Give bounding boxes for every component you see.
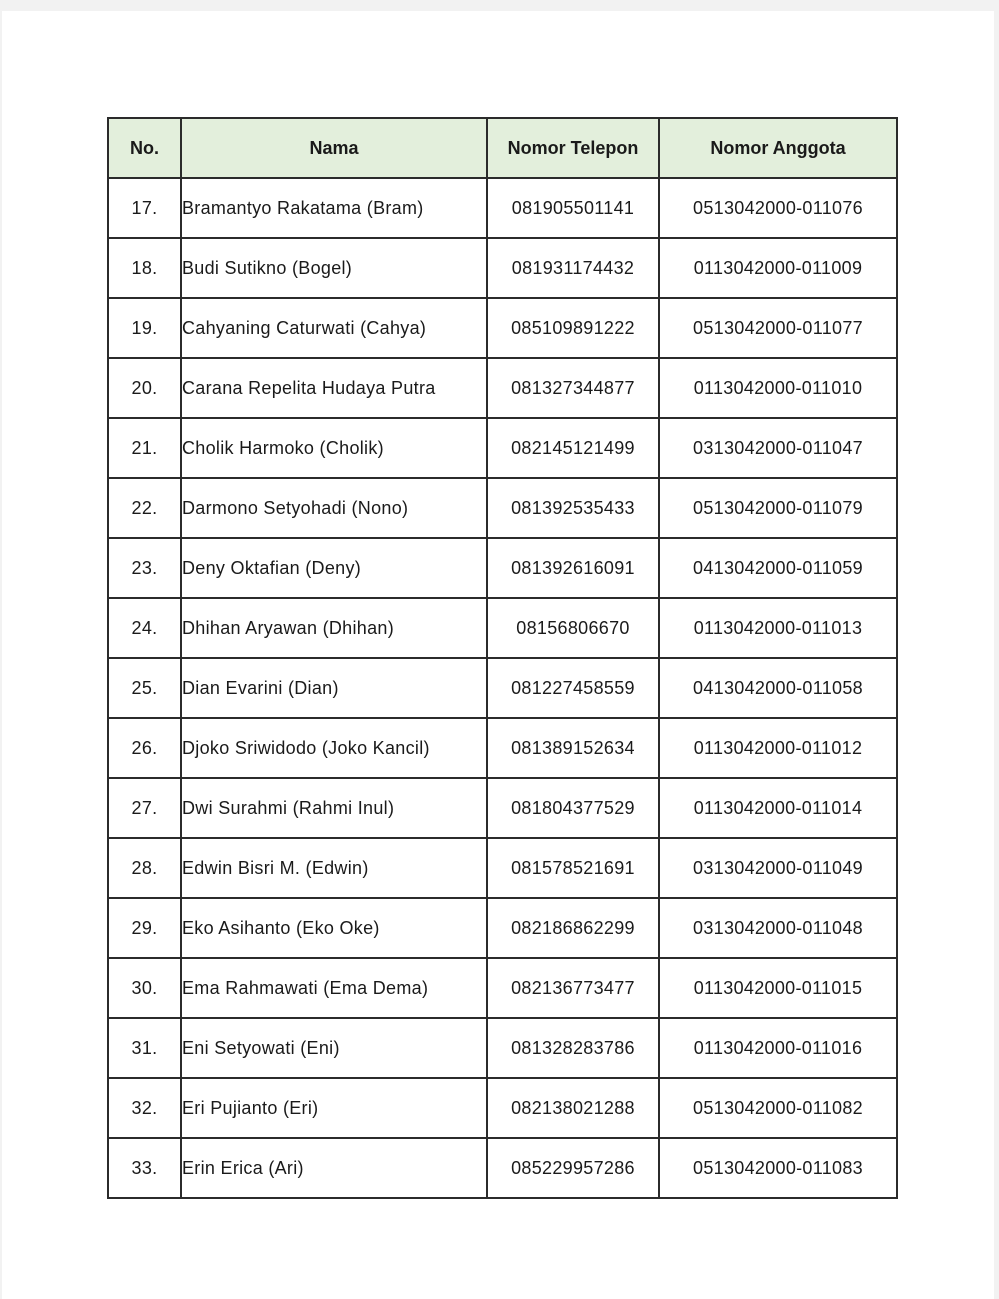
row-number: 26. [108, 718, 181, 778]
table-row [108, 958, 897, 1018]
phone-number: 081327344877 [487, 358, 659, 418]
phone-number: 082145121499 [487, 418, 659, 478]
member-number: 0413042000-011059 [659, 538, 897, 598]
member-number: 0513042000-011076 [659, 178, 897, 238]
member-name: Eri Pujianto (Eri) [181, 1078, 487, 1138]
row-number: 30. [108, 958, 181, 1018]
header-row [108, 118, 897, 178]
header-phone: Nomor Telepon [487, 118, 659, 178]
member-name: Cholik Harmoko (Cholik) [181, 418, 487, 478]
member-name: Dhihan Aryawan (Dhihan) [181, 598, 487, 658]
header-no: No. [108, 118, 181, 178]
header-member-number: Nomor Anggota [659, 118, 897, 178]
phone-number: 081931174432 [487, 238, 659, 298]
row-number: 28. [108, 838, 181, 898]
member-name: Budi Sutikno (Bogel) [181, 238, 487, 298]
member-name: Eni Setyowati (Eni) [181, 1018, 487, 1078]
header-name: Nama [181, 118, 487, 178]
phone-number: 082136773477 [487, 958, 659, 1018]
table-row [108, 1138, 897, 1198]
table-row [108, 478, 897, 538]
member-name: Dian Evarini (Dian) [181, 658, 487, 718]
member-number: 0113042000-011010 [659, 358, 897, 418]
row-number: 20. [108, 358, 181, 418]
member-number: 0313042000-011047 [659, 418, 897, 478]
row-number: 29. [108, 898, 181, 958]
member-name: Darmono Setyohadi (Nono) [181, 478, 487, 538]
member-number: 0513042000-011077 [659, 298, 897, 358]
member-number: 0113042000-011014 [659, 778, 897, 838]
table-row [108, 178, 897, 238]
phone-number: 085109891222 [487, 298, 659, 358]
member-number: 0113042000-011012 [659, 718, 897, 778]
table-row [108, 538, 897, 598]
table-row [108, 658, 897, 718]
member-table [107, 117, 898, 1199]
member-number: 0513042000-011079 [659, 478, 897, 538]
phone-number: 081328283786 [487, 1018, 659, 1078]
row-number: 21. [108, 418, 181, 478]
member-name: Edwin Bisri M. (Edwin) [181, 838, 487, 898]
row-number: 27. [108, 778, 181, 838]
phone-number: 085229957286 [487, 1138, 659, 1198]
member-number: 0113042000-011015 [659, 958, 897, 1018]
member-name: Deny Oktafian (Deny) [181, 538, 487, 598]
member-number: 0313042000-011049 [659, 838, 897, 898]
row-number: 17. [108, 178, 181, 238]
document-page [2, 11, 994, 1299]
table-row [108, 358, 897, 418]
table-row [108, 418, 897, 478]
table-row [108, 718, 897, 778]
row-number: 18. [108, 238, 181, 298]
table-row [108, 598, 897, 658]
phone-number: 081392535433 [487, 478, 659, 538]
table-body [108, 178, 897, 1198]
phone-number: 081804377529 [487, 778, 659, 838]
member-name: Bramantyo Rakatama (Bram) [181, 178, 487, 238]
row-number: 32. [108, 1078, 181, 1138]
table-row [108, 298, 897, 358]
member-number: 0113042000-011013 [659, 598, 897, 658]
member-number: 0313042000-011048 [659, 898, 897, 958]
table-header [108, 118, 897, 178]
member-number: 0113042000-011016 [659, 1018, 897, 1078]
member-name: Erin Erica (Ari) [181, 1138, 487, 1198]
member-number: 0113042000-011009 [659, 238, 897, 298]
row-number: 33. [108, 1138, 181, 1198]
table-row [108, 238, 897, 298]
table-row [108, 1078, 897, 1138]
row-number: 24. [108, 598, 181, 658]
member-name: Djoko Sriwidodo (Joko Kancil) [181, 718, 487, 778]
member-name: Eko Asihanto (Eko Oke) [181, 898, 487, 958]
member-name: Dwi Surahmi (Rahmi Inul) [181, 778, 487, 838]
phone-number: 081389152634 [487, 718, 659, 778]
table-row [108, 838, 897, 898]
phone-number: 082138021288 [487, 1078, 659, 1138]
member-name: Cahyaning Caturwati (Cahya) [181, 298, 487, 358]
member-number: 0413042000-011058 [659, 658, 897, 718]
table-row [108, 898, 897, 958]
row-number: 31. [108, 1018, 181, 1078]
phone-number: 081392616091 [487, 538, 659, 598]
table-row [108, 1018, 897, 1078]
phone-number: 081578521691 [487, 838, 659, 898]
member-number: 0513042000-011083 [659, 1138, 897, 1198]
row-number: 23. [108, 538, 181, 598]
phone-number: 081227458559 [487, 658, 659, 718]
member-name: Ema Rahmawati (Ema Dema) [181, 958, 487, 1018]
member-name: Carana Repelita Hudaya Putra [181, 358, 487, 418]
phone-number: 081905501141 [487, 178, 659, 238]
member-number: 0513042000-011082 [659, 1078, 897, 1138]
table-row [108, 778, 897, 838]
row-number: 19. [108, 298, 181, 358]
row-number: 25. [108, 658, 181, 718]
phone-number: 082186862299 [487, 898, 659, 958]
row-number: 22. [108, 478, 181, 538]
phone-number: 08156806670 [487, 598, 659, 658]
